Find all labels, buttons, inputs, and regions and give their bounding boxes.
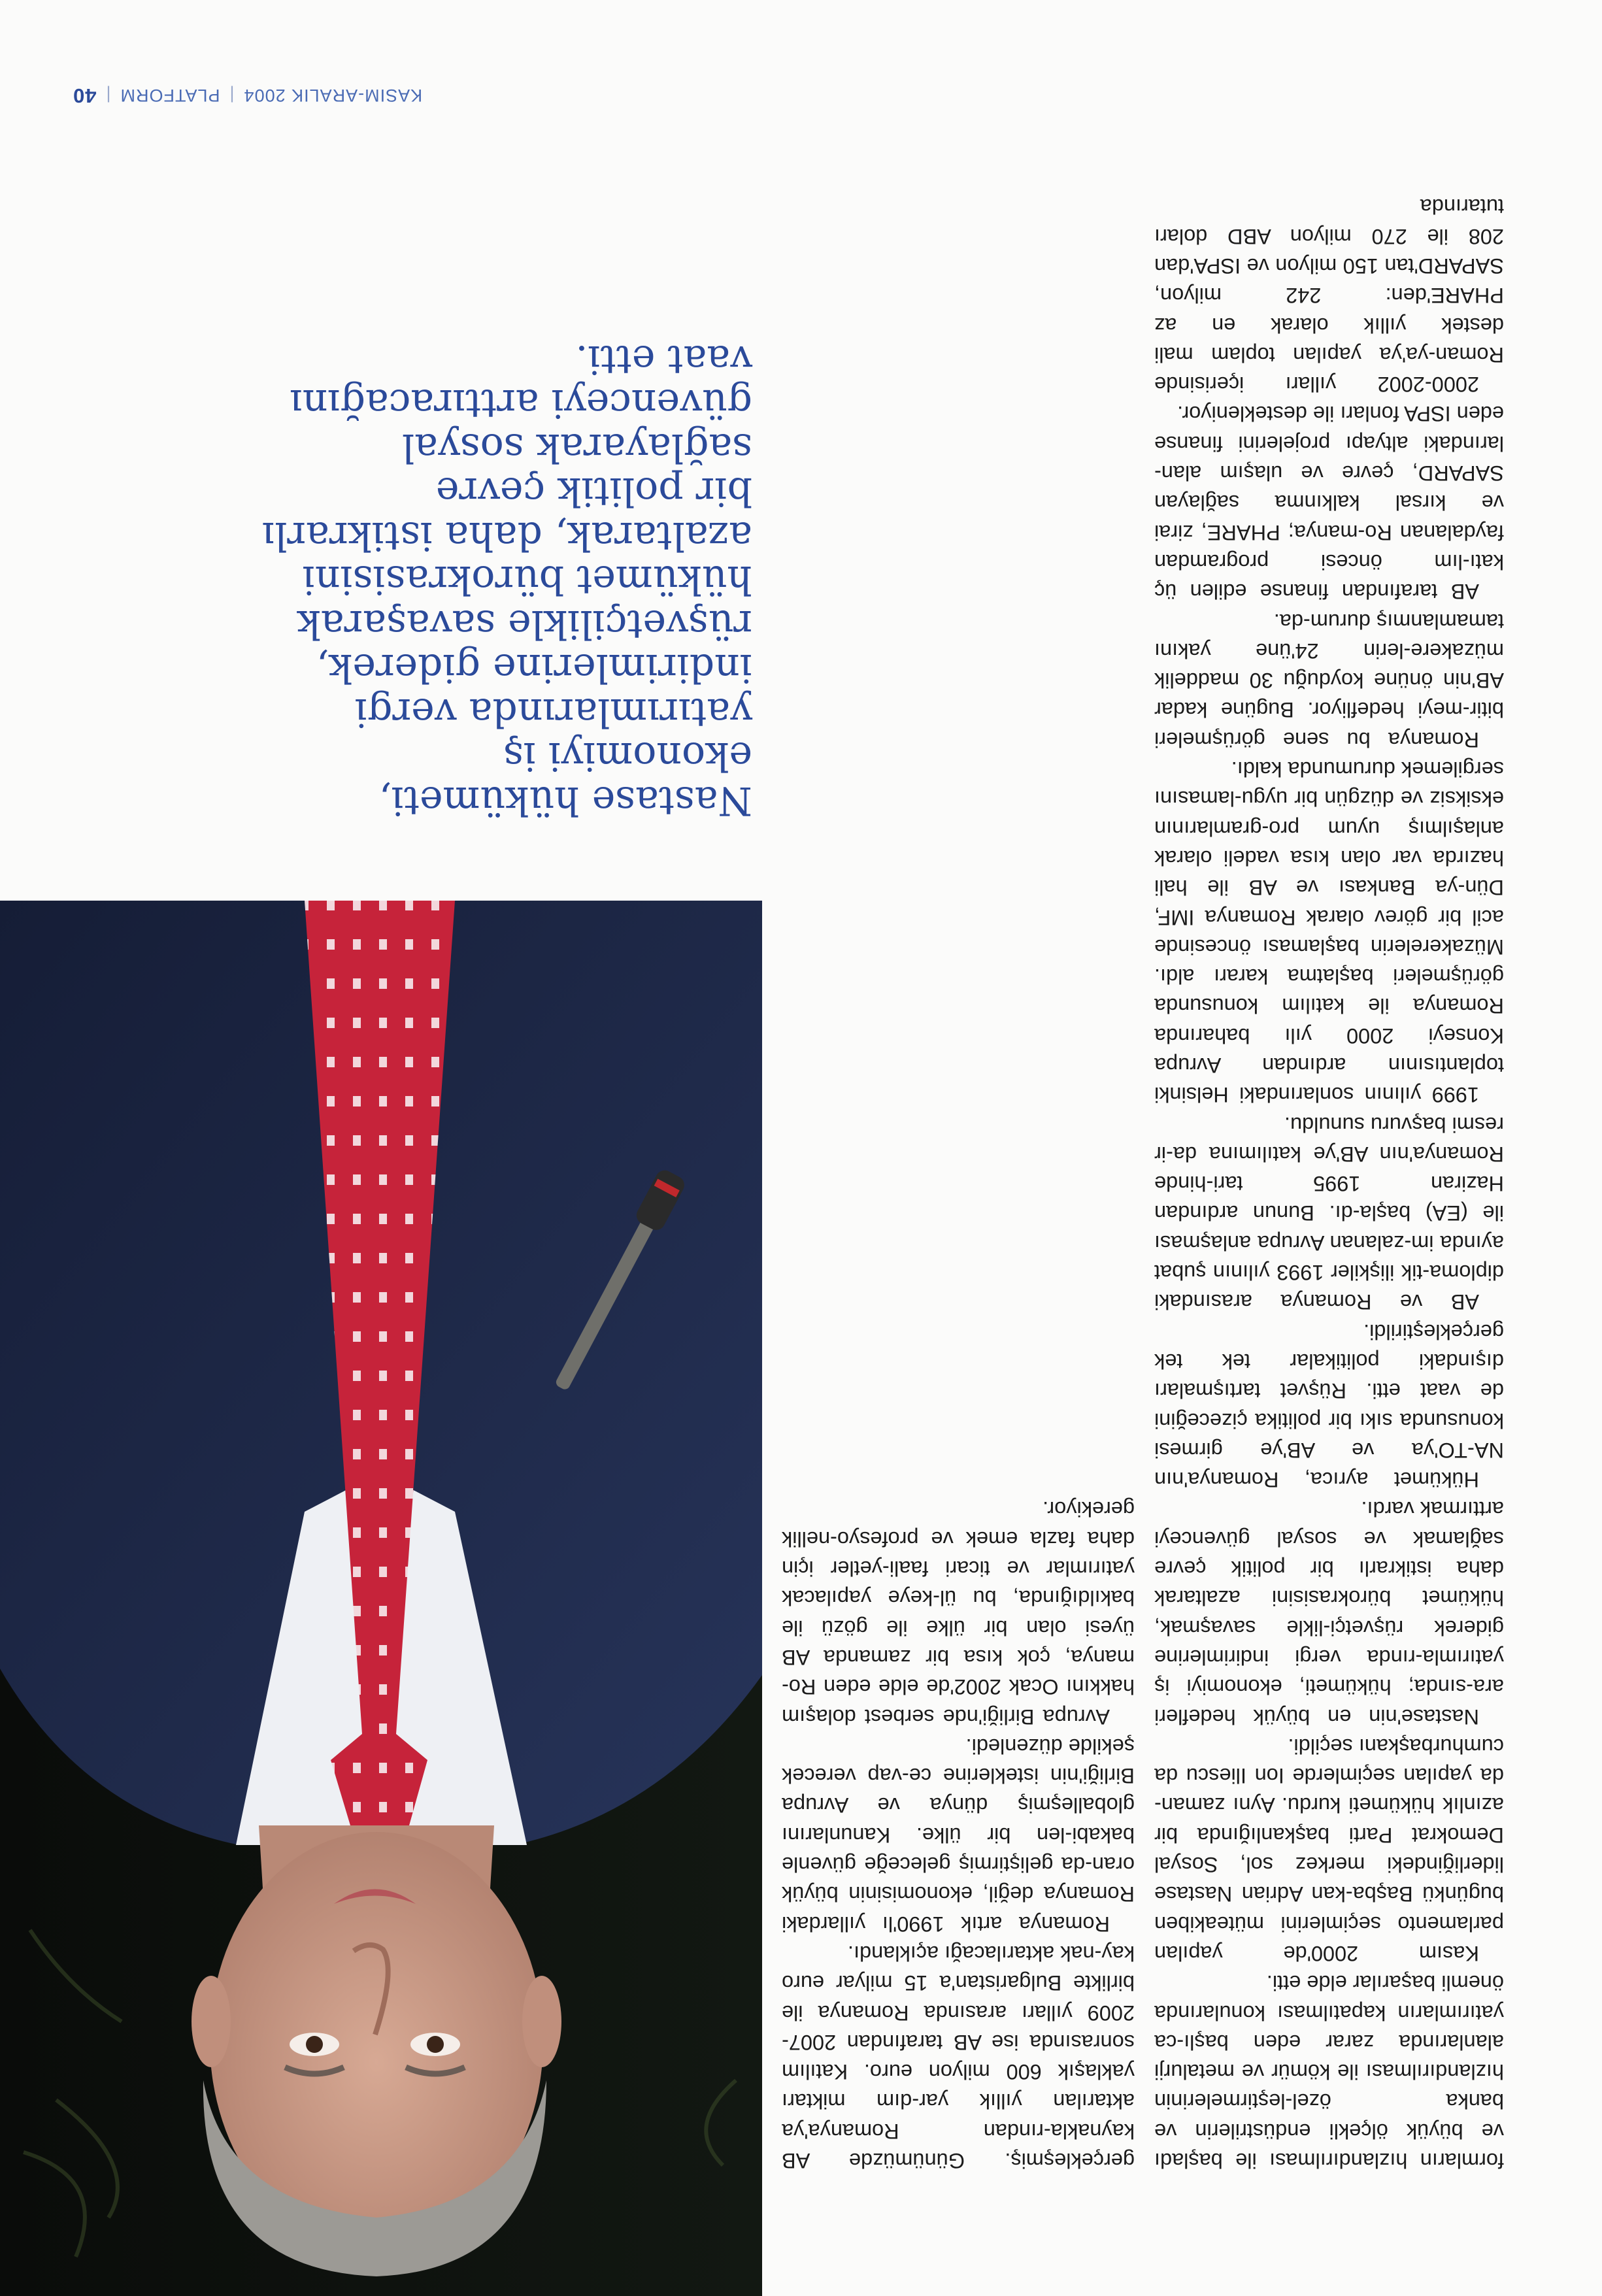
magazine-name: PLATFORM	[120, 86, 220, 106]
article-paragraph: Hükümet ayrıca, Romanya'nın NA-TO'ya ve AB'ye girmesi konusunda sıkı bir politika çizeceğini de vaat etti. Rüşvet tartışmaları dışındaki politikalar tek tek gerçekleştirildi.	[1154, 1320, 1504, 1492]
article-column-1	[1154, 191, 1504, 2175]
article-paragraph: Romanya artık 1990'lı yıllardaki Romanya değil, ekonomisinin büyük oran-da geliştirmiş geleceğe güvenle bakabi-len bir ülke. Kanunlarını globalleşmiş dünya ve Avrupa Birliği'nin isteklerine ce-vap verecek şekilde düzenledi.	[782, 1734, 1135, 1936]
article-paragraph: 2000-2002 yılları içerisinde Roman-ya'ya yapılan toplam mali destek yıllık olarak en az PHARE'den: 242 milyon, SAPARD'tan 150 milyon ve ISPA'dan 208 ile 270 milyon ABD doları tutarında	[1154, 195, 1504, 397]
portrait-photo	[0, 901, 762, 2296]
page-footer	[73, 81, 491, 110]
article-column-2	[782, 1494, 1135, 2175]
footer-separator: |	[105, 86, 111, 106]
article-paragraph: Kasım 2000'de yapılan parlamento seçimlerini müteakiben bugünkü Başba-kan Adrian Nastase liderliğindeki merkez sol, Sosyal Demokrat Parti başkanlığında bir azınlık hükümeti kurdu. Aynı zaman-da yapılan seçimlerde Ion Iliescu da cumhurbaşkanı seçildi.	[1154, 1734, 1504, 1965]
article-paragraph: Romanya bu sene görüşmeleri bitir-meyi hedefliyor. Bugüne kadar AB'nin önüne koyduğu 30 maddelik müzakere-lerin 24'üne yakını tamamlanmış durum-da.	[1154, 609, 1504, 752]
issue-date: KASIM-ARALIK 2004	[243, 86, 423, 106]
article-paragraph: gerçekleşmiş. Günümüzde AB kaynakla-rından Romanya'ya aktarılan yıllık yar-dım miktarı yaklaşık 600 milyon euro. Katılım sonrasında ise AB tarafından 2007-2009 yılları arasında Romanya ile birlikte Bulgaristan'a 15 milyar euro kay-nak aktarılacağı açıklandı.	[782, 1941, 1135, 2172]
article-paragraph: AB ve Romanya arasındaki diploma-tik ilişkiler 1993 yılının şubat ayında im-zalanan Avrupa anlaşması ile (EA) başla-dı. Bunun ardından Haziran 1995 tari-hinde Romanya'nın AB'ye katılımına da-ir resmi başvuru sunuldu.	[1154, 1112, 1504, 1314]
article-paragraph: 1999 yılının sonlarındaki Helsinki toplantısının ardından Avrupa Konseyi 2000 yılı baharında Romanya ile katılım konusunda görüşmeleri başlatma kararı aldı. Müzakerelerin başlaması öncesinde acil bir görev olarak Romanya IMF, Dün-ya Bankası ve AB ile hali hazırda var olan kısa vadeli olarak anlaşılmış uyum pro-gramlarının eksiksiz ve düzgün bir uygu-lamasını sergilemek durumunda kaldı.	[1154, 757, 1504, 1107]
page-number: 40	[73, 84, 97, 107]
footer-separator: |	[229, 86, 235, 106]
article-paragraph: Avrupa Birliği'nde serbest dolaşım hakkını Ocak 2002'de elde eden Ro-manya, çok kısa bir zamanda AB üyesi olan bir ülke ile gözü ile bakıldığında, bu ül-keye yapılacak yatırımlar ve ticari faali-yetler için daha fazla emek ve profesyo-nellik gerekiyor.	[782, 1497, 1135, 1729]
article-paragraph: formların hızlandırılması ile başladı ve büyük ölçekli endüstrilerin ve banka özel-leştirmelerinin hızlandırılması ile kömür ve metalurji alanlarında zarar eden başlı-ca yatırımların kapatılması konularında önemli başarılar elde etti.	[1154, 1971, 1504, 2172]
article-paragraph: AB tarafından finanse edilen üç katı-lım öncesi programdan faydalanan Ro-manya; PHARE, zirai ve kırsal kalkınma sağlayan SAPARD, çevre ve ulaşım alan-larındaki altyapı projelerini finanse eden ISPA fonları ile destekleniyor.	[1154, 402, 1504, 604]
article-paragraph: Nastase'nin en büyük hedefleri ara-sında; hükümeti, ekonomiyi iş yatırımla-rında vergi indirimlerine giderek rüşvetçi-likle savaşmak, hükümet bürokrasisini azaltarak daha istikrarlı bir politik çevre sağlamak ve sosyal güvenceyi arttırmak vardı.	[1154, 1497, 1504, 1729]
pull-quote: Nastase hükümeti, ekonomiyi iş yatırımlarında vergi indirimlerine giderek, rüşvetçilikle savaşarak hükümet bürokrasisini azaltarak, daha istikrarlı bir politik çevre sağlayarak sosyal güvenceyi arttıracağını vaat etti.	[262, 337, 752, 824]
